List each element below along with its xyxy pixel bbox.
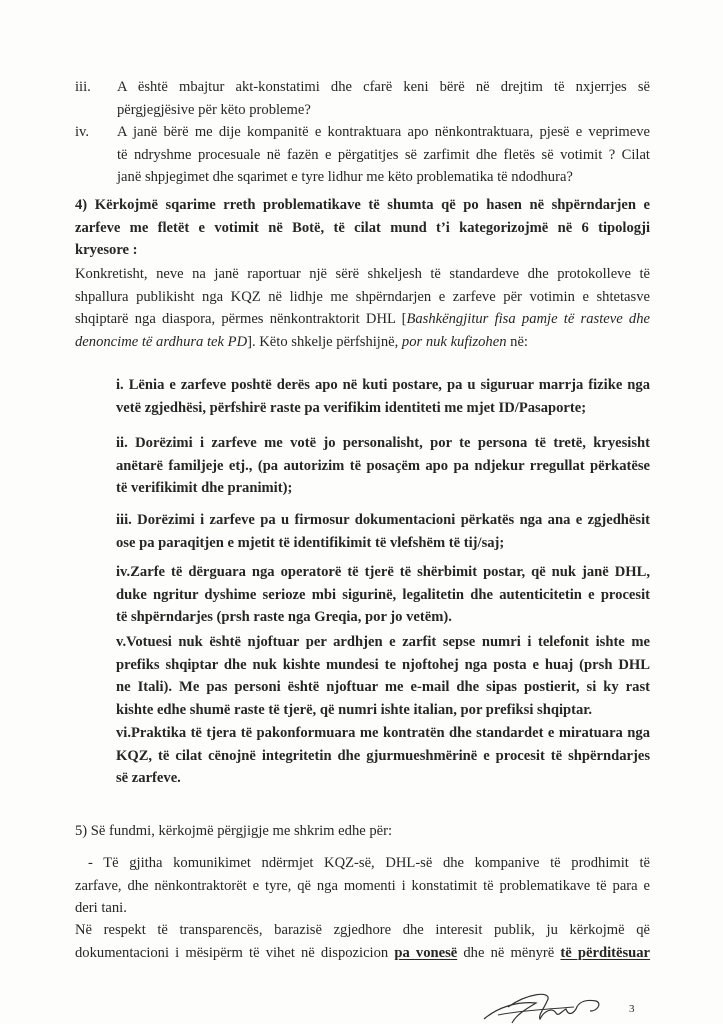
section-5-bullet: - Të gjitha komunikimet ndërmjet KQZ-së, DHL-së dhe kompanive të prodhimit të zarfave, dhe nënkontraktorët e tyre, që nga momenti i konstatimit të problematikave të para e deri tani. <box>75 855 650 916</box>
typology-item: vi.Praktika të tjera të pakonformuara me kontratën dhe standardet e miratuara nga KQZ, të cilat cënojnë integritetin dhe gjurmueshmërinë e procesit të shpërndarjes së zarfeve. <box>116 725 650 786</box>
list-item-number: iv. <box>75 124 90 140</box>
section-4-heading: 4) Kërkojmë sqarime rreth problematikave të shumta që po hasen në shpërndarjen e zarfeve me fletët e votimit në Botë, të cilat mund t’i kategorizojmë në 6 tipologji kryesore : <box>75 197 650 258</box>
list-item-text: A është mbajtur akt-konstatimi dhe cfarë keni bërë në drejtim të nxjerrjes së përgjegjësive për këto probleme? <box>117 79 650 118</box>
page-number: 3 <box>629 1003 635 1015</box>
list-item-number: iii. <box>75 79 91 95</box>
typology-item: i. Lënia e zarfeve poshtë derës apo në kuti postare, pa u siguruar marrja fizike nga vetë zgjedhësi, përfshirë raste pa verifikim identiteti me mjet ID/Pasaporte; <box>116 377 650 416</box>
emphasis-underlined: të përditësuar <box>560 944 651 961</box>
typology-item: iv.Zarfe të dërguara nga operatorë të tjerë të shërbimit postar, që nuk janë DHL, duke ngritur dyshime serioze mbi sigurinë, legalitetin dhe autenticitetin e procesit të shpërndarjes (prsh raste nga Greqia, por jo vetëm). <box>116 564 650 625</box>
section-5-heading: 5) Së fundmi, kërkojmë përgjigje me shkrim edhe për: <box>75 823 393 839</box>
typology-item: v.Votuesi nuk është njoftuar per ardhjen e zarfit sepse numri i telefonit ishte me prefiks shqiptar dhe nuk kishte mundesi te njoftohej nga posta e huaj (prsh DHL ne Itali). Me pas personi është njoftuar me e-mail dhe sipas postierit, si ky rast kishte edhe shumë raste të tjerë, që numri ishte italian, por prefiksi shqiptar. <box>116 634 650 718</box>
list-item-text: A janë bërë me dije kompanitë e kontraktuara apo nënkontraktuara, pjesë e veprimeve të ndryshme procesuale në fazën e përgatitjes së zarfimit dhe fletës së votimit ? Cilat janë shpjegimet dhe sqarimet e tyre lidhur me këto problematika të ndodhura? <box>117 124 650 185</box>
section-4-paragraph: Konkretisht, neve na janë raportuar një sërë shkeljesh të standardeve dhe protokolleve të shpallura publikisht nga KQZ në lidhje me shpërndarjen e zarfeve për votimin e shtetasve shqiptarë nga diaspora, përmes nënkontraktorit DHL [Bashkëngjitur fisa pamje të rasteve dhe denoncime të ardhura tek PD]. Këto shkelje përfshijnë, por nuk kufizohen në: <box>75 266 650 350</box>
handwritten-signature <box>478 985 628 1024</box>
emphasis-underlined: pa vonesë <box>394 944 458 961</box>
closing-paragraph: Në respekt të transparencës, barazisë zgjedhore dhe interesit publik, ju kërkojmë që dokumentacioni i mësipërm të vihet në dispozicion pa vonesë dhe në mënyrë të përditësuar <box>75 922 651 961</box>
typology-item: iii. Dorëzimi i zarfeve pa u firmosur dokumentacioni përkatës nga ana e zgjedhësit ose pa paraqitjen e mjetit të identifikimit të vlefshëm të tij/saj; <box>116 512 650 551</box>
typology-item: ii. Dorëzimi i zarfeve me votë jo personalisht, por te persona të tretë, kryesisht anëtarë familjeje etj., (pa autorizim të posaçëm apo pa ndjekur rregullat përkatëse të verifikimit dhe pranimit); <box>116 435 650 496</box>
